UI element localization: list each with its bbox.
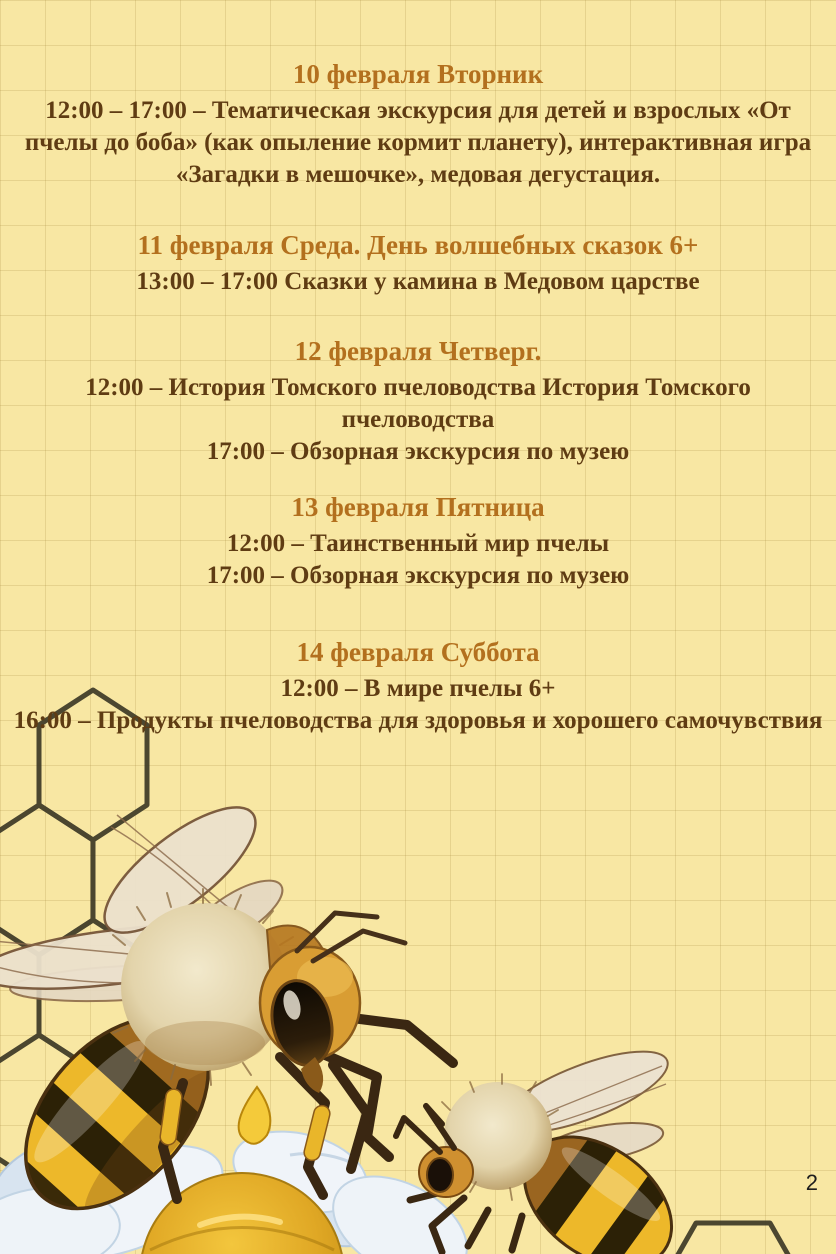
section-heading: 10 февраля Вторник [292, 59, 544, 89]
schedule-section-tuesday [10, 58, 826, 191]
event-line: пчелы до боба» (как опыление кормит планету), интерактивная игра [24, 129, 812, 156]
daisy-flower-icon [0, 1110, 470, 1254]
section-heading: 13 февраля Пятница [291, 492, 545, 522]
page-number: 2 [805, 1170, 818, 1195]
event-line: 12:00 – Таинственный мир пчелы [226, 530, 610, 557]
section-heading: 12 февраля Четверг. [294, 336, 542, 366]
event-line: 17:00 – Обзорная экскурсия по музею [206, 438, 630, 465]
schedule-section-friday [10, 491, 826, 592]
event-line: пчеловодства [341, 406, 495, 433]
schedule-section-wednesday [10, 229, 826, 298]
small-bee-icon [390, 1040, 720, 1254]
section-heading: 11 февраля Среда. День волшебных сказок 6+ [137, 230, 699, 260]
event-line: 13:00 – 17:00 Сказки у камина в Медовом царстве [136, 268, 700, 295]
schedule-section-saturday [10, 636, 826, 737]
event-line: 12:00 – История Томского пчеловодства История Томского [85, 374, 751, 401]
schedule-section-thursday [10, 335, 826, 468]
large-bee-icon [0, 765, 545, 1254]
section-heading: 14 февраля Суббота [296, 637, 540, 667]
event-line: 12:00 – 17:00 – Тематическая экскурсия для детей и взрослых «От [45, 97, 791, 124]
event-line: «Загадки в мешочке», медовая дегустация. [175, 161, 661, 188]
event-line: 16:00 – Продукты пчеловодства для здоровья и хорошего самочувствия [13, 707, 823, 734]
event-line: 17:00 – Обзорная экскурсия по музею [206, 562, 630, 589]
event-line: 12:00 – В мире пчелы 6+ [280, 675, 556, 702]
